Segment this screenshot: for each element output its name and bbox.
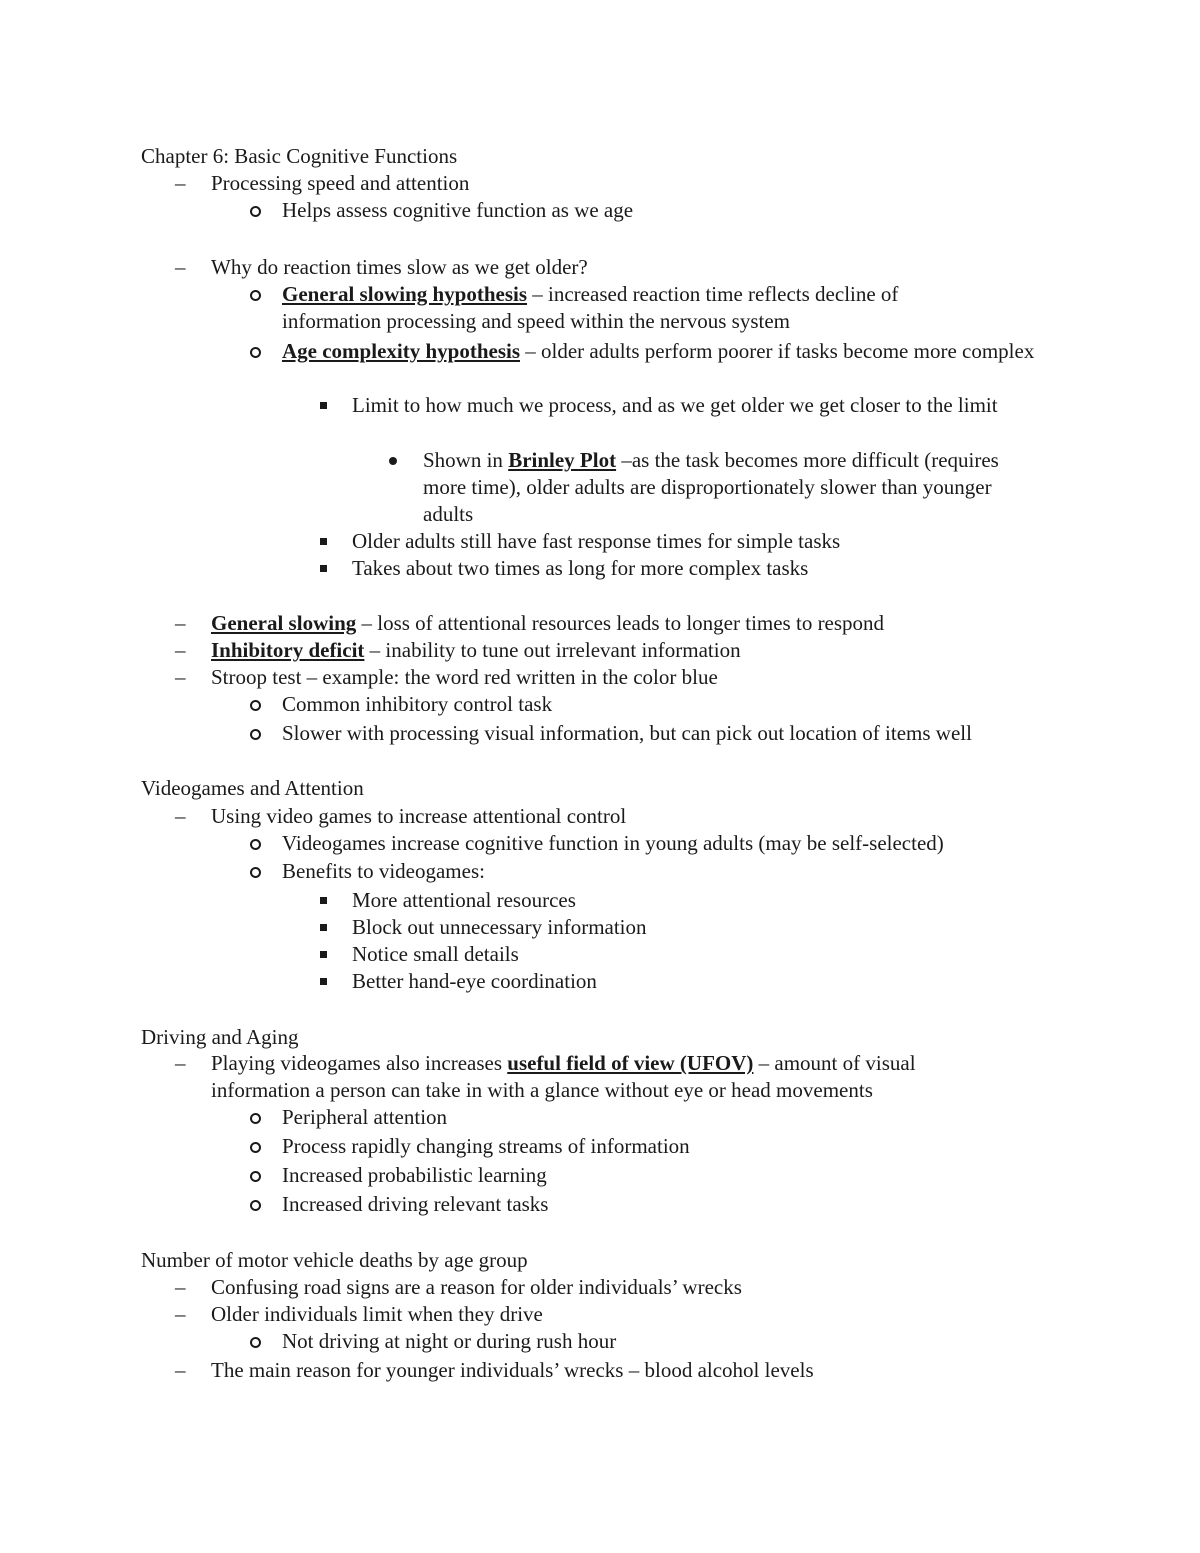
list-item: Better hand-eye coordination (318, 968, 597, 995)
hollow-circle-bullet-icon (249, 720, 263, 734)
dash-marker: – (175, 1051, 186, 1075)
list-item: – General slowing – loss of attentional resources leads to longer times to respond (175, 611, 885, 635)
list-item: General slowing hypothesis – increased reaction time reflects decline of information processing and speed within the nervous system (249, 281, 984, 335)
hollow-circle-bullet-icon (249, 281, 263, 295)
hollow-circle-bullet-icon (249, 830, 263, 844)
list-item: – The main reason for younger individuals’ wrecks – blood alcohol levels (175, 1358, 814, 1382)
list-item: Takes about two times as long for more complex tasks (318, 555, 808, 582)
hollow-circle-bullet-icon (249, 691, 263, 705)
hollow-circle-bullet-icon (249, 1328, 263, 1342)
list-item: Increased driving relevant tasks (249, 1191, 548, 1218)
list-item: Slower with processing visual information, but can pick out location of items well (249, 720, 972, 747)
list-item: Not driving at night or during rush hour (249, 1328, 616, 1355)
list-item: – Inhibitory deficit – inability to tune out irrelevant information (175, 638, 741, 662)
dash-marker: – (175, 665, 186, 689)
section-heading-driving: Driving and Aging (141, 1025, 299, 1049)
list-item: – Using video games to increase attentional control (175, 804, 627, 828)
term-general-slowing-hypothesis: General slowing hypothesis (282, 282, 528, 306)
hollow-circle-bullet-icon (249, 338, 263, 352)
list-item: – Stroop test – example: the word red written in the color blue (175, 665, 718, 689)
dash-marker: – (175, 1302, 186, 1326)
term-general-slowing: General slowing (211, 611, 357, 635)
hollow-circle-bullet-icon (249, 1133, 263, 1147)
section-heading-deaths: Number of motor vehicle deaths by age group (141, 1248, 528, 1272)
list-item: – Processing speed and attention (175, 171, 470, 195)
dash-marker: – (175, 804, 186, 828)
dash-marker: – (175, 171, 186, 195)
list-item: – Playing videogames also increases useful field of view (UFOV) – amount of visual information a person can take in with a glance without eye or head movements (175, 1051, 916, 1102)
hollow-circle-bullet-icon (249, 1191, 263, 1205)
dash-marker: – (175, 255, 186, 279)
list-item: Helps assess cognitive function as we age (249, 197, 633, 224)
dash-marker: – (175, 611, 186, 635)
term-brinley-plot: Brinley Plot (508, 448, 617, 472)
section-heading-chapter-6: Chapter 6: Basic Cognitive Functions (141, 144, 458, 168)
term-useful-field-of-view: useful field of view (UFOV) (507, 1051, 754, 1075)
list-item: Shown in Brinley Plot –as the task becomes more difficult (requires more time), older adults are disproportionately slower than younger adults (386, 447, 1036, 528)
list-item: Videogames increase cognitive function in young adults (may be self-selected) (249, 830, 944, 857)
dash-marker: – (175, 1358, 186, 1382)
section-heading-videogames: Videogames and Attention (141, 776, 364, 800)
list-item: – Older individuals limit when they drive (175, 1302, 543, 1326)
hollow-circle-bullet-icon (249, 1162, 263, 1176)
hollow-circle-bullet-icon (249, 1104, 263, 1118)
list-item: More attentional resources (318, 887, 576, 914)
hollow-circle-bullet-icon (249, 858, 263, 872)
list-item: Common inhibitory control task (249, 691, 552, 718)
list-item: Block out unnecessary information (318, 914, 647, 941)
list-item: Process rapidly changing streams of information (249, 1133, 690, 1160)
dash-marker: – (175, 1275, 186, 1299)
term-inhibitory-deficit: Inhibitory deficit (211, 638, 365, 662)
list-item: Peripheral attention (249, 1104, 447, 1131)
list-item: – Confusing road signs are a reason for older individuals’ wrecks (175, 1275, 742, 1299)
list-item: – Why do reaction times slow as we get older? (175, 255, 588, 279)
term-age-complexity-hypothesis: Age complexity hypothesis (282, 339, 520, 363)
list-item: Older adults still have fast response times for simple tasks (318, 528, 840, 555)
list-item: Limit to how much we process, and as we get older we get closer to the limit (318, 392, 1038, 419)
list-item: Age complexity hypothesis – older adults perform poorer if tasks become more complex (249, 338, 1079, 365)
dash-marker: – (175, 638, 186, 662)
list-item: Benefits to videogames: (249, 858, 485, 885)
hollow-circle-bullet-icon (249, 197, 263, 211)
list-item: Notice small details (318, 941, 519, 968)
list-item: Increased probabilistic learning (249, 1162, 547, 1189)
